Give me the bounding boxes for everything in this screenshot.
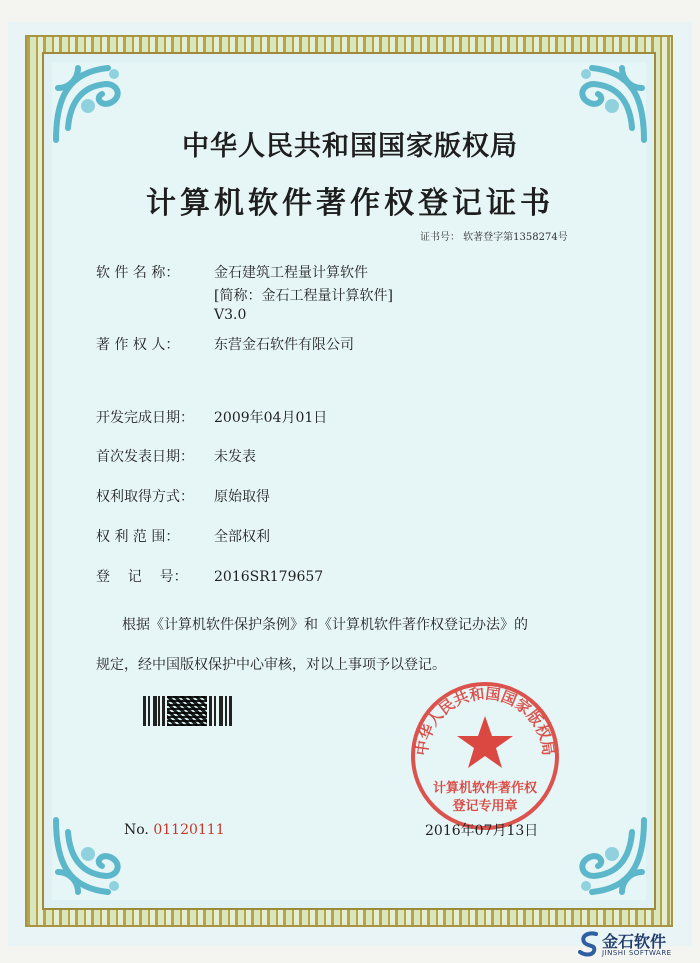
- statement-line-2: 规定，经中国版权保护中心审核，对以上事项予以登记。: [96, 657, 446, 673]
- software-version: V3.0: [214, 307, 247, 323]
- serial-number-value: 01120111: [153, 822, 225, 838]
- registration-value: 2016SR179657: [214, 569, 324, 585]
- logo-name: 金石软件: [602, 932, 667, 951]
- watermark-logo: [578, 929, 698, 961]
- first-publish-label: 首次发表日期：: [96, 449, 194, 465]
- jinshi-logo-icon: [578, 931, 600, 957]
- software-name-value: 金石建筑工程量计算软件: [214, 265, 368, 281]
- owner-row: [96, 334, 354, 354]
- first-publish-value: 未发表: [214, 449, 256, 465]
- scope-row: [96, 526, 270, 546]
- issuing-organization: 中华人民共和国国家版权局: [182, 131, 518, 162]
- completion-date-row: [96, 407, 327, 427]
- owner-value: 东营金石软件有限公司: [214, 337, 354, 353]
- seal-center-line-1: 计算机软件著作权: [432, 781, 538, 796]
- software-name-row: [96, 262, 368, 282]
- registration-row: [96, 566, 323, 586]
- corner-ornament-icon: [562, 812, 652, 902]
- scope-label: 权 利 范 围：: [96, 529, 180, 545]
- serial-prefix: No.: [124, 822, 149, 838]
- barcode-icon: [143, 696, 235, 726]
- acquisition-row: [96, 486, 270, 506]
- acquisition-value: 原始取得: [214, 489, 270, 505]
- serial-number: [124, 822, 225, 838]
- software-name-label: 软 件 名 称：: [96, 265, 180, 281]
- certificate-number: 证书号： 软著登字第1358274号: [420, 232, 568, 243]
- completion-date-value: 2009年04月01日: [214, 410, 328, 426]
- issue-date: 2016年07月13日: [425, 823, 539, 839]
- official-seal-stamp: [405, 676, 565, 836]
- owner-label: 著 作 权 人：: [96, 337, 180, 353]
- scope-value: 全部权利: [214, 529, 270, 545]
- software-short-name: [简称：金石工程量计算软件]: [214, 288, 393, 304]
- certificate-title: 计算机软件著作权登记证书: [146, 186, 554, 221]
- first-publish-row: [96, 446, 256, 466]
- statement-line-1: 根据《计算机软件保护条例》和《计算机软件著作权登记办法》的: [122, 617, 528, 633]
- registration-label: 登 记 号：: [96, 569, 188, 585]
- seal-center-line-2: 登记专用章: [452, 799, 518, 814]
- seal-ring-text: 中华人民共和国国家版权局: [412, 684, 558, 757]
- completion-date-label: 开发完成日期：: [96, 410, 194, 426]
- acquisition-label: 权利取得方式：: [96, 489, 194, 505]
- logo-subtitle: JINSHI SOFTWARE: [602, 949, 672, 957]
